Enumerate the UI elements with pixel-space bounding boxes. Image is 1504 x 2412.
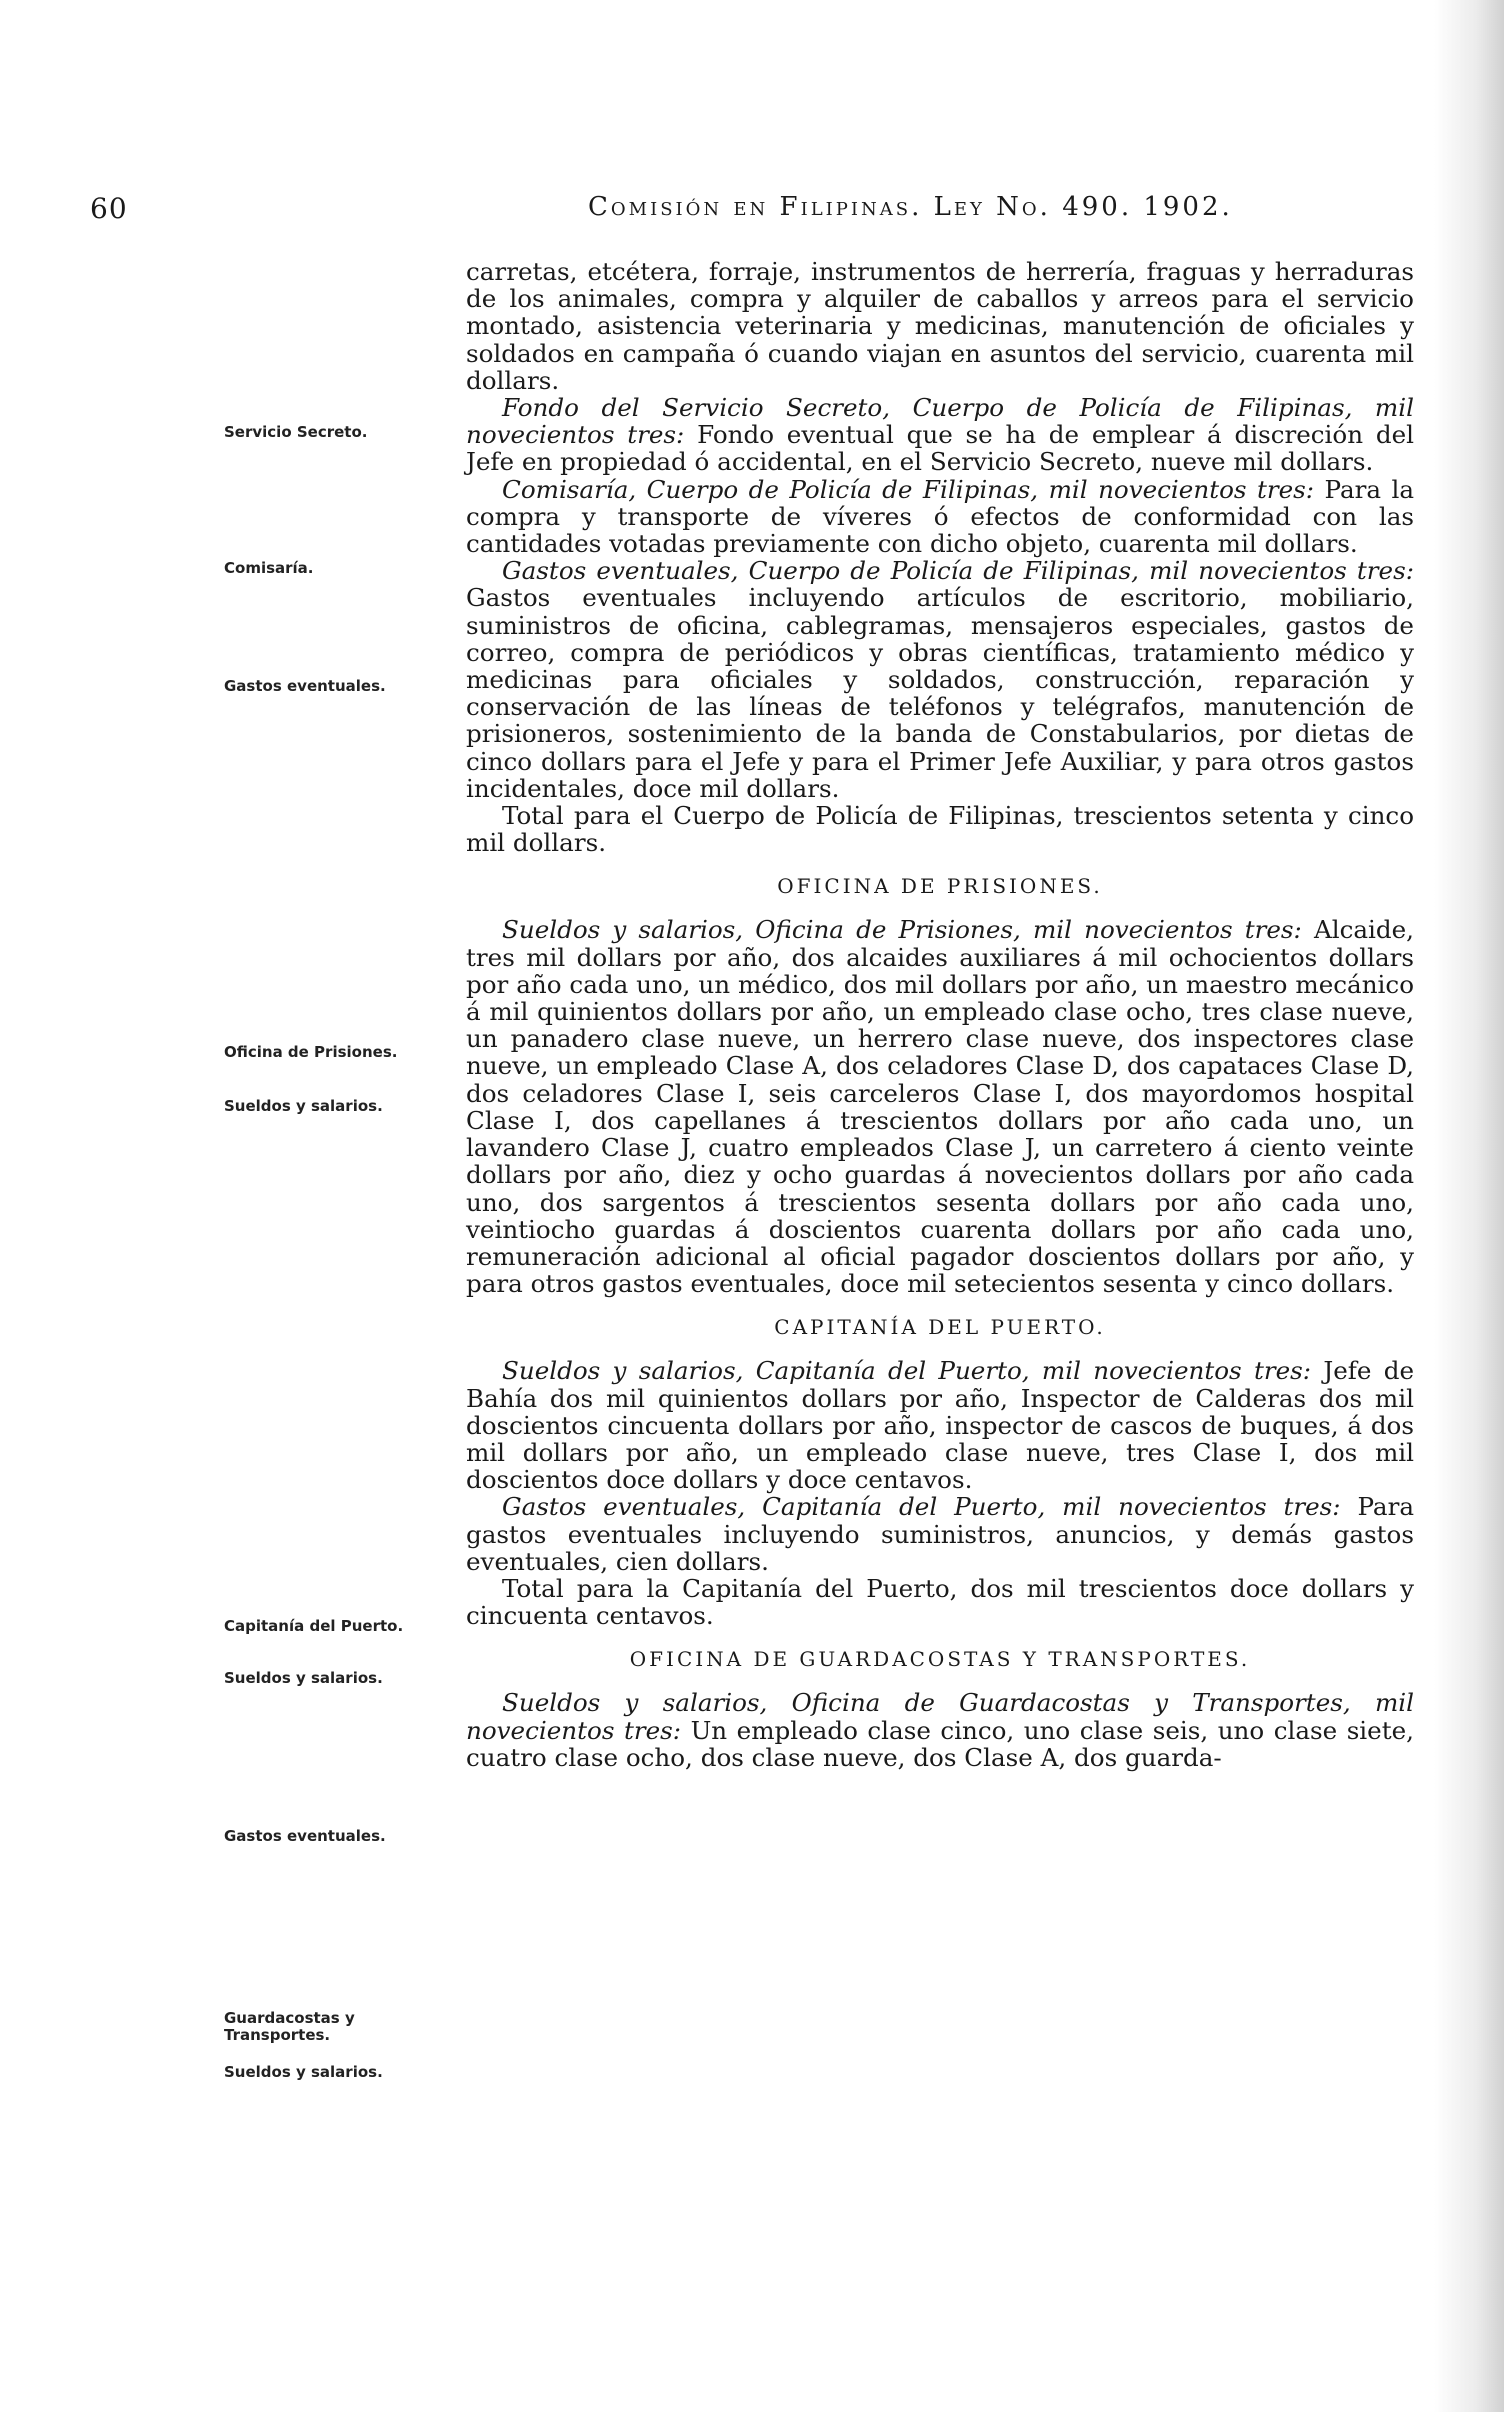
paragraph-body: Alcaide, tres mil dollars por año, dos alcaides auxiliares á mil ochocientos dollars por año cada uno, un médico, dos mil dollars por año, un maestro mecánico á mil quinientos dollars por año, un empleado clase ocho, tres clase nueve, un panadero clase nueve, un herrero clase nueve, dos inspectores clase nueve, un empleado Clase A, dos celadores Clase D, dos capataces Clase D, dos celadores Clase I, seis carceleros Clase I, dos mayordomos hospital Clase I, dos capellanes á trescientos dollars por año cada uno, un lavandero Clase J, cuatro empleados Clase J, un carretero á ciento veinte dollars por año, diez y ocho guardas á novecientos dollars por año cada uno, dos sargentos á trescientos sesenta dollars por año cada uno, veintiocho guardas á doscientos cuarenta dollars por año cada uno, remuneración adicional al oficial pagador doscientos dollars por año, y para otros gastos eventuales, doce mil setecientos sesenta y cinco dollars.	[466, 915, 1414, 1299]
paragraph-title: Gastos eventuales, Capitanía del Puerto, mil novecientos tres:	[502, 1492, 1341, 1522]
paragraph-title: Gastos eventuales, Cuerpo de Policía de Filipinas, mil novecientos tres:	[502, 556, 1414, 586]
paragraph-gastos-eventuales	[466, 557, 1414, 802]
paragraph-title: Fondo del Servicio Secreto, Cuerpo de Policía de Filipinas, mil novecientos tres:	[466, 393, 1414, 450]
paragraph-total-policia: Total para el Cuerpo de Policía de Filipinas, trescientos setenta y cinco mil dollars.	[466, 801, 1414, 858]
paragraph-title: Sueldos y salarios, Oficina de Guardacostas y Transportes, mil novecientos tres:	[466, 1688, 1414, 1745]
paragraph-body: Para gastos eventuales incluyendo suministros, anuncios, y demás gastos eventuales, cien dollars.	[466, 1492, 1414, 1576]
margin-note-servicio-secreto: Servicio Secreto.	[224, 423, 368, 441]
paragraph-body: Gastos eventuales incluyendo artículos de escritorio, mobiliario, suministros de oficina, cablegramas, mensajeros especiales, gastos de correo, compra de periódicos y obras científicas, tratamiento médico y medicinas para oficiales y soldados, construcción, reparación y conservación de las líneas de teléfonos y telégrafos, manutención de prisioneros, sostenimiento de la banda de Constabularios, por dietas de cinco dollars para el Jefe y para el Primer Jefe Auxiliar, y para otros gastos incidentales, doce mil dollars.	[466, 583, 1414, 803]
paragraph-sueldos-guardacostas	[466, 1689, 1414, 1771]
section-heading-guardacostas: OFICINA DE GUARDACOSTAS Y TRANSPORTES.	[629, 1647, 1251, 1672]
margin-note-oficina-prisiones: Oficina de Prisiones.	[224, 1043, 398, 1061]
paragraph-title: Comisaría, Cuerpo de Policía de Filipinas, mil novecientos tres:	[502, 474, 1315, 504]
margin-note-sueldos-prisiones: Sueldos y salarios.	[224, 1097, 383, 1115]
page-edge-shadow	[1434, 0, 1504, 2412]
paragraph-continuation: carretas, etcétera, forraje, instrumentos de herrería, fraguas y herraduras de los animales, compra y alquiler de caballos y arreos para el servicio montado, asistencia veterinaria y medicinas, manutención de oficiales y soldados en campaña ó cuando viajan en asuntos del servicio, cuarenta mil dollars.	[466, 257, 1414, 395]
paragraph-comisaria	[466, 476, 1414, 558]
section-heading-capitania: CAPITANÍA DEL PUERTO.	[774, 1315, 1106, 1340]
section-heading-prisiones: OFICINA DE PRISIONES.	[777, 874, 1103, 899]
margin-note-capitania-puerto: Capitanía del Puerto.	[224, 1617, 404, 1635]
margin-note-comisaria: Comisaría.	[224, 559, 314, 577]
paragraph-body: Fondo eventual que se ha de emplear á discreción del Jefe en propiedad ó accidental, en el Servicio Secreto, nueve mil dollars.	[466, 420, 1414, 477]
margin-note-sueldos-guardacostas: Sueldos y salarios.	[224, 2063, 383, 2081]
paragraph-body: Un empleado clase cinco, uno clase seis, uno clase siete, cuatro clase ocho, dos clase nueve, dos Clase A, dos guarda-	[466, 1715, 1414, 1772]
paragraph-body: Jefe de Bahía dos mil quinientos dollars por año, Inspector de Calderas dos mil doscientos cincuenta dollars por año, inspector de cascos de buques, á dos mil dollars por año, un empleado clase nueve, tres Clase I, dos mil doscientos doce dollars y doce centavos.	[466, 1356, 1414, 1495]
running-head: Comisión en Filipinas. Ley No. 490. 1902.	[588, 192, 1233, 222]
paragraph-title: Sueldos y salarios, Capitanía del Puerto, mil novecientos tres:	[502, 1356, 1312, 1386]
paragraph-sueldos-capitania	[466, 1357, 1414, 1493]
paragraph-body: Para la compra y transporte de víveres ó efectos de conformidad con las cantidades votadas previamente con dicho objeto, cuarenta mil dollars.	[466, 474, 1414, 559]
margin-note-sueldos-capitania: Sueldos y salarios.	[224, 1669, 383, 1687]
paragraph-gastos-capitania	[466, 1493, 1414, 1575]
margin-note-guardacostas: Guardacostas y Transportes.	[224, 2009, 355, 2044]
paragraph-title: Sueldos y salarios, Oficina de Prisiones, mil novecientos tres:	[502, 915, 1302, 945]
page-number: 60	[90, 192, 128, 225]
margin-note-gastos-capitania: Gastos eventuales.	[224, 1827, 386, 1845]
paragraph-servicio-secreto	[466, 394, 1414, 476]
main-text-column	[466, 258, 1414, 1771]
paragraph-sueldos-prisiones	[466, 916, 1414, 1297]
paragraph-total-capitania: Total para la Capitanía del Puerto, dos mil trescientos doce dollars y cincuenta centavos.	[466, 1573, 1414, 1631]
margin-note-gastos-eventuales: Gastos eventuales.	[224, 677, 386, 695]
